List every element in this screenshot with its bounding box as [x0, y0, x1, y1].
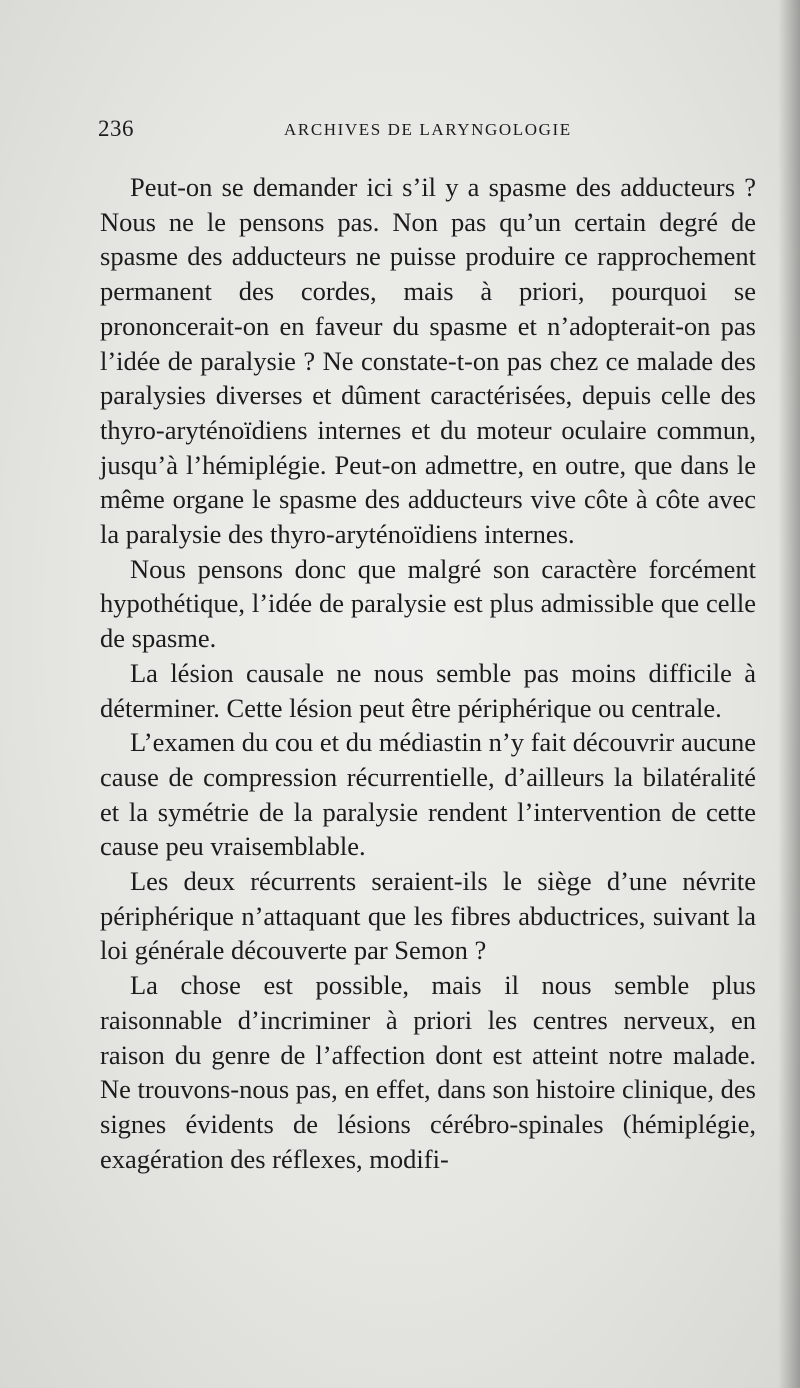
body-text — [100, 170, 756, 1176]
paragraph: L’examen du cou et du médiastin n’y fait découvrir aucune cause de compression récurrentielle, d’ailleurs la bilatéralité et la symétrie de la paralysie rendent l’intervention de cette cause peu vraisemblable. — [100, 727, 756, 862]
running-head: ARCHIVES DE LARYNGOLOGIE — [284, 120, 572, 139]
paragraph: Peut-on se demander ici s’il y a spasme des adducteurs ? Nous ne le pensons pas. Non pas qu’un certain degré de spasme des adducteurs ne puisse produire ce rapprochement permanent des cordes, mais à priori, pourquoi se prononcerait-on en faveur du spasme et n’adopterait-on pas l’idée de paralysie ? Ne constate-t-on pas chez ce malade des paralysies diverses et dûment caractérisées, depuis celle des thyro-aryténoïdiens internes et du moteur oculaire commun, jusqu’à l’hémiplégie. Peut-on admettre, en outre, que dans le même organe le spasme des adducteurs vive côte à côte avec la paralysie des thyro-aryténoïdiens internes. — [100, 172, 756, 550]
paragraph: Nous pensons donc que malgré son caractère forcément hypothétique, l’idée de paralysie est plus admissible que celle de spasme. — [100, 553, 756, 654]
paragraph: La lésion causale ne nous semble pas moins difficile à déterminer. Cette lésion peut être périphérique ou centrale. — [100, 657, 756, 723]
paragraph: La chose est possible, mais il nous semble plus raisonnable d’incriminer à priori les centres nerveux, en raison du genre de l’affection dont est atteint notre malade. Ne trouvons-nous pas, en effet, dans son histoire clinique, des signes évidents de lésions cérébro-spinales (hémiplégie, exagération des réflexes, modifi- — [100, 970, 756, 1174]
page-edge-shadow — [778, 0, 800, 1388]
page-header — [98, 116, 738, 146]
paragraph: Les deux récurrents seraient-ils le siège d’une névrite périphérique n’attaquant que les fibres abductrices, suivant la loi générale découverte par Semon ? — [100, 866, 756, 966]
page-number: 236 — [98, 116, 134, 141]
